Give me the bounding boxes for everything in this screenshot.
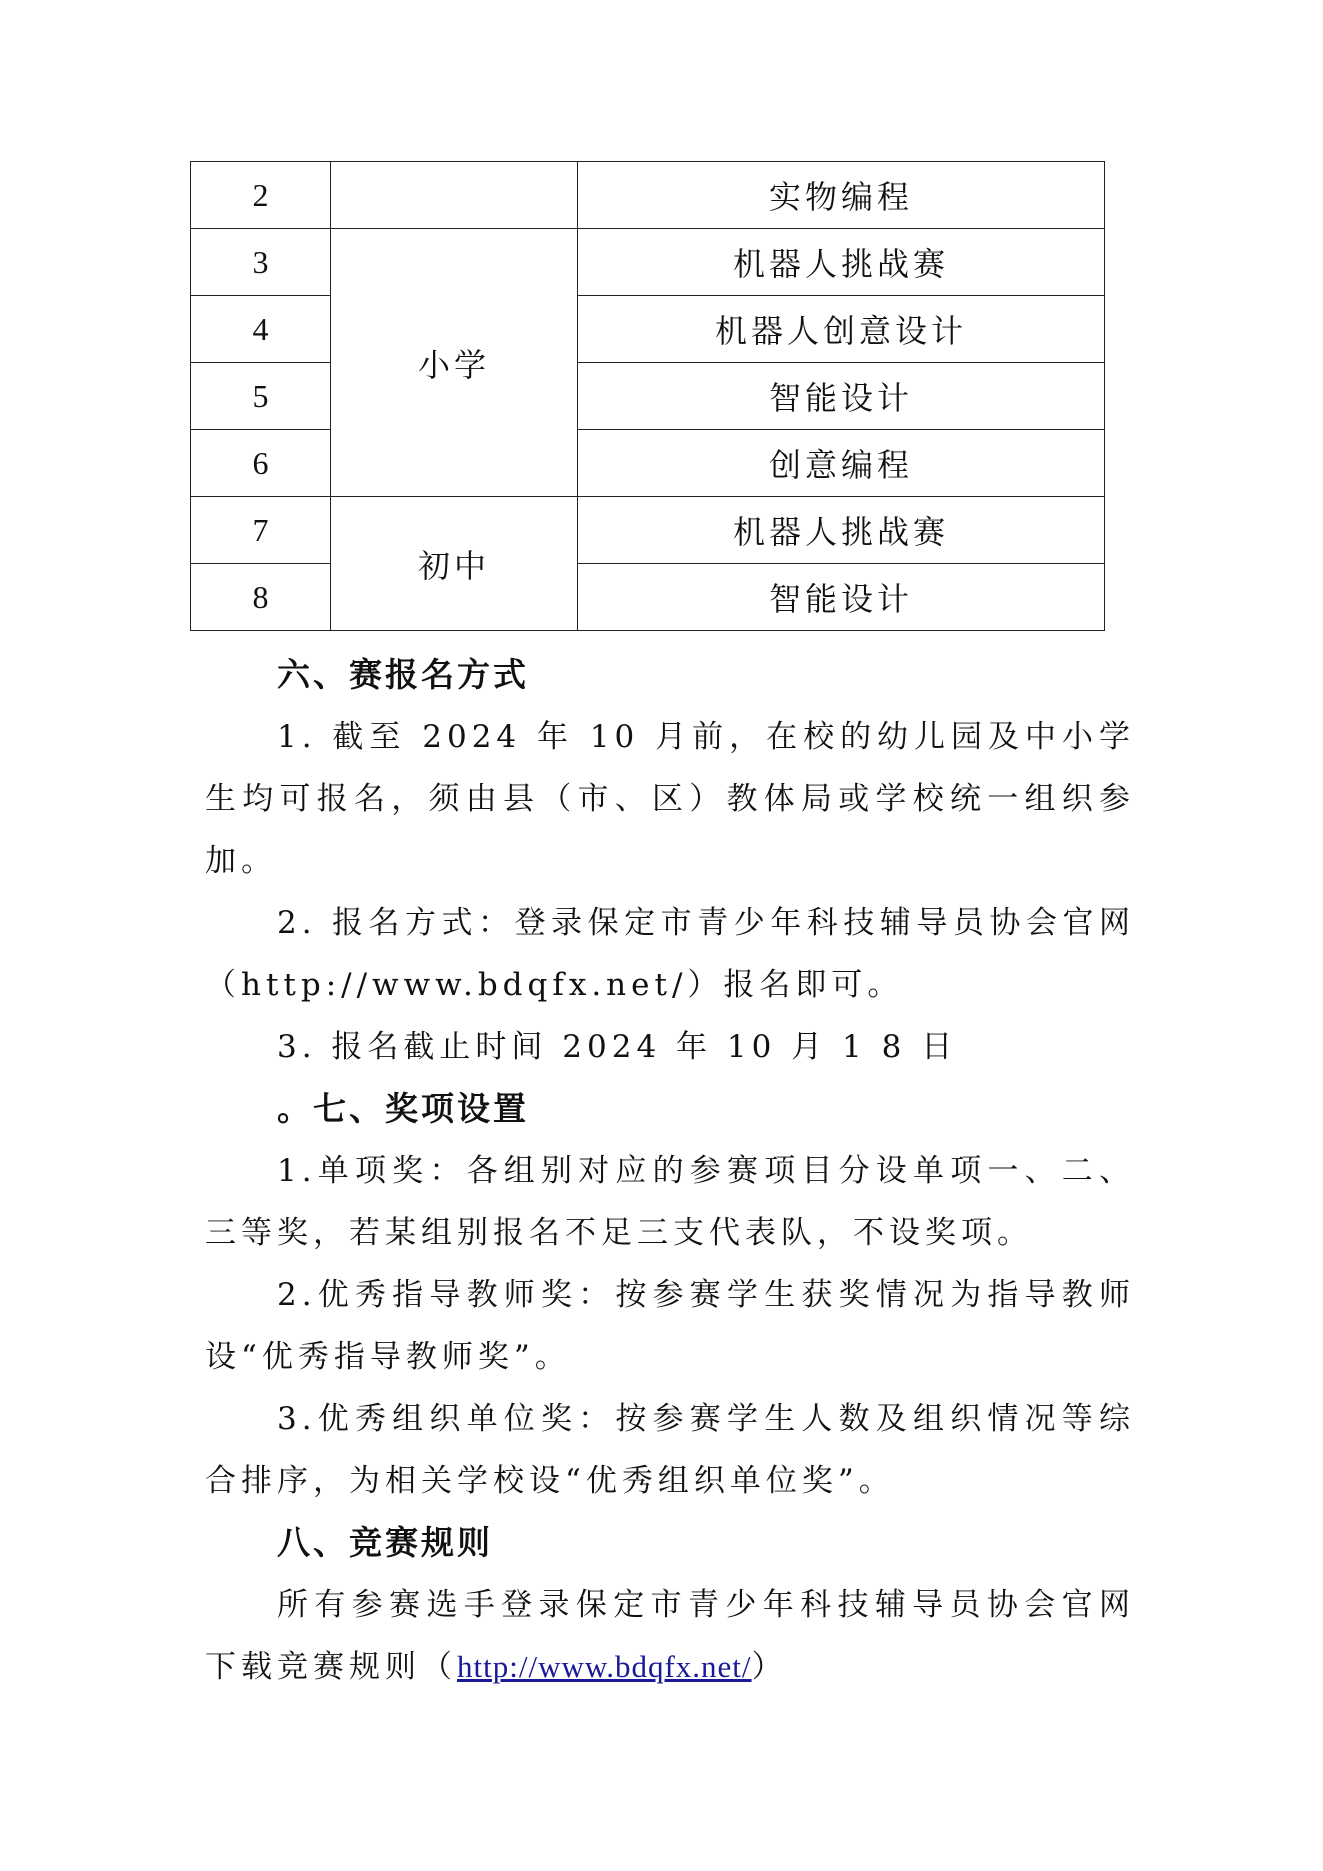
section-7-heading: 。七、奖项设置 <box>277 1089 529 1128</box>
table-row <box>191 363 1105 430</box>
project-cell: 实物编程 <box>578 162 1105 229</box>
rules-text: 所有参赛选手登录保定市青少年科技辅导员协会官网下载竞赛规则（ <box>205 1587 1135 1685</box>
project-cell: 机器人挑战赛 <box>578 229 1105 296</box>
table-row <box>191 296 1105 363</box>
row-number: 6 <box>191 430 331 497</box>
row-number: 4 <box>191 296 331 363</box>
table-row <box>191 564 1105 631</box>
section-7-paragraph-2: 2.优秀指导教师奖：按参赛学生获奖情况为指导教师设“优秀指导教师奖”。 <box>205 1277 1135 1375</box>
section-8-paragraph-1 <box>205 1574 1135 1698</box>
rules-text-end: ） <box>751 1649 788 1685</box>
competition-table <box>190 161 1105 631</box>
row-number: 2 <box>191 162 331 229</box>
section-8-heading: 八、竞赛规则 <box>277 1523 493 1562</box>
rules-link[interactable]: http://www.bdqfx.net/ <box>457 1649 752 1684</box>
project-cell: 智能设计 <box>578 564 1105 631</box>
table-row <box>191 162 1105 229</box>
project-cell: 创意编程 <box>578 430 1105 497</box>
project-cell: 机器人挑战赛 <box>578 497 1105 564</box>
section-7-paragraph-3: 3.优秀组织单位奖：按参赛学生人数及组织情况等综合排序，为相关学校设“优秀组织单位奖”。 <box>205 1401 1135 1499</box>
section-6-paragraph-1: 1. 截至 2024 年 10 月前，在校的幼儿园及中小学生均可报名，须由县（市、区）教体局或学校统一组织参加。 <box>205 719 1135 879</box>
table-row <box>191 430 1105 497</box>
row-number: 7 <box>191 497 331 564</box>
section-6-heading: 六、赛报名方式 <box>277 655 529 694</box>
level-cell <box>331 162 578 229</box>
row-number: 8 <box>191 564 331 631</box>
table-row <box>191 497 1105 564</box>
level-cell: 小学 <box>331 229 578 497</box>
level-cell: 初中 <box>331 497 578 631</box>
section-7-paragraph-1: 1.单项奖：各组别对应的参赛项目分设单项一、二、三等奖，若某组别报名不足三支代表队，不设奖项。 <box>205 1153 1135 1251</box>
section-6-paragraph-3: 3. 报名截止时间 2024 年 10 月 1 8 日 <box>277 1029 958 1065</box>
project-cell: 机器人创意设计 <box>578 296 1105 363</box>
project-cell: 智能设计 <box>578 363 1105 430</box>
row-number: 5 <box>191 363 331 430</box>
table-row <box>191 229 1105 296</box>
document-body <box>205 644 1135 1698</box>
section-6-paragraph-2: 2. 报名方式：登录保定市青少年科技辅导员协会官网（http://www.bdqfx.net/）报名即可。 <box>205 905 1135 1003</box>
row-number: 3 <box>191 229 331 296</box>
